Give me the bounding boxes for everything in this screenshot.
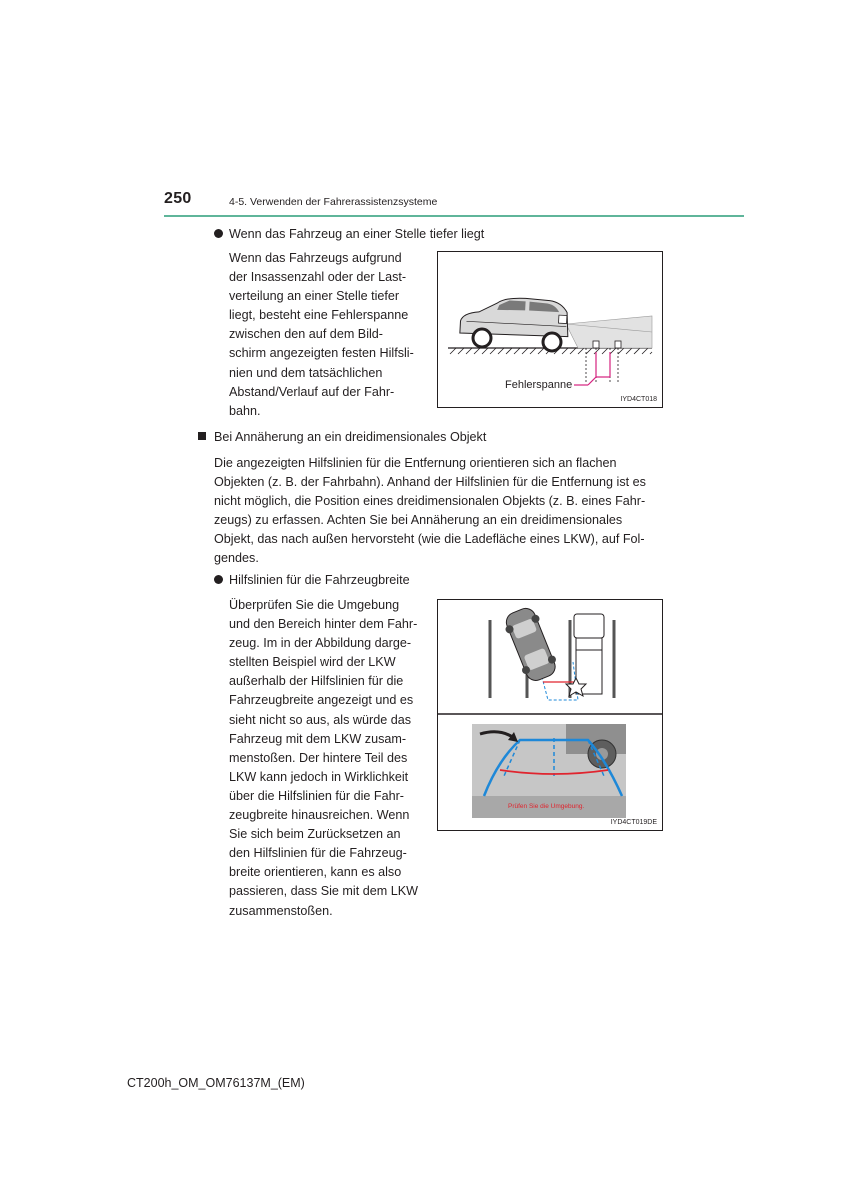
figure-code: IYD4CT018 <box>620 396 657 403</box>
bullet-text: Hilfslinien für die Fahrzeugbreite <box>229 573 410 587</box>
figure-label-fehlerspanne: Fehlerspanne <box>505 379 573 391</box>
text-line: Überprüfen Sie die Umgebung <box>229 598 400 612</box>
text-line: passieren, dass Sie mit dem LKW <box>229 884 418 899</box>
text-line: Fahrzeugbreite angezeigt und es <box>229 693 414 708</box>
section-title: 4-5. Verwenden der Fahrerassistenzsysteme <box>229 196 438 208</box>
text-line: nicht möglich, die Position eines dreidimensionalen Objekts (z. B. eines Fahr- <box>214 494 646 509</box>
text-line: zeugbreite hinausreichen. Wenn <box>229 808 410 823</box>
heading-square-marker <box>198 432 206 440</box>
text-line: zeugs) zu erfassen. Achten Sie bei Annäherung an ein dreidimensionales <box>214 513 623 528</box>
bullet-dot <box>214 229 223 238</box>
text-line: zwischen den auf dem Bild- <box>229 327 384 342</box>
heading-text: Bei Annäherung an ein dreidimensionales Objekt <box>214 430 487 444</box>
text-line: nien und dem tatsächlichen <box>229 365 383 380</box>
text-line: menstoßen. Der hintere Teil des <box>229 750 408 765</box>
text-line: LKW kann jedoch in Wirklichkeit <box>229 769 409 784</box>
text-line: der Insassenzahl oder der Last- <box>229 270 407 285</box>
paragraph-vehicle-width <box>229 596 424 921</box>
text-line: schirm angezeigten festen Hilfsli- <box>229 346 414 361</box>
bullet-item-fahrzeugbreite <box>214 570 410 590</box>
header-rule <box>164 215 744 217</box>
paragraph-error-margin <box>229 249 424 421</box>
text-line: Wenn das Fahrzeugs aufgrund <box>229 251 402 265</box>
screen-warning-text: Prüfen Sie die Umgebung. <box>508 803 585 810</box>
parking-illustration <box>438 600 662 830</box>
text-line: breite orientieren, kann es also <box>229 865 402 880</box>
text-line: Die angezeigten Hilfslinien für die Entfernung orientieren sich an flachen <box>214 456 617 470</box>
heading-3d-object <box>198 427 486 447</box>
bullet-item-tiefer <box>214 224 484 244</box>
figure-code: IYD4CT019DE <box>610 819 657 826</box>
text-line: den Hilfslinien für die Fahrzeug- <box>229 846 407 861</box>
footer-document-code: CT200h_OM_OM76137M_(EM) <box>127 1076 305 1090</box>
bullet-dot <box>214 575 223 584</box>
text-line: stellten Beispiel wird der LKW <box>229 655 396 670</box>
text-line: gendes. <box>214 551 259 566</box>
text-line: Objekten (z. B. der Fahrbahn). Anhand der Hilfslinien für die Entfernung ist es <box>214 475 646 490</box>
paragraph-3d-object <box>214 454 659 569</box>
text-line: außerhalb der Hilfslinien für die <box>229 674 404 689</box>
text-line: über die Hilfslinien für die Fahr- <box>229 788 404 803</box>
text-line: zeug. Im in der Abbildung darge- <box>229 636 412 651</box>
text-line: Abstand/Verlauf auf der Fahr- <box>229 384 395 399</box>
text-line: zusammenstoßen. <box>229 903 333 918</box>
text-line: Sie sich beim Zurücksetzen an <box>229 827 401 842</box>
bullet-text: Wenn das Fahrzeug an einer Stelle tiefer liegt <box>229 227 485 241</box>
text-line: und den Bereich hinter dem Fahr- <box>229 617 418 632</box>
page-number: 250 <box>164 190 192 207</box>
text-line: bahn. <box>229 403 261 418</box>
text-line: Objekt, das nach außen hervorsteht (wie die Ladefläche eines LKW), auf Fol- <box>214 532 645 547</box>
figure-vehicle-width <box>437 599 663 831</box>
text-line: sieht nicht so aus, als würde das <box>229 712 412 727</box>
figure-error-margin <box>437 251 663 408</box>
text-line: Fahrzeug mit dem LKW zusam- <box>229 731 407 746</box>
text-line: verteilung an einer Stelle tiefer <box>229 289 400 304</box>
text-line: liegt, besteht eine Fehlerspanne <box>229 308 409 323</box>
